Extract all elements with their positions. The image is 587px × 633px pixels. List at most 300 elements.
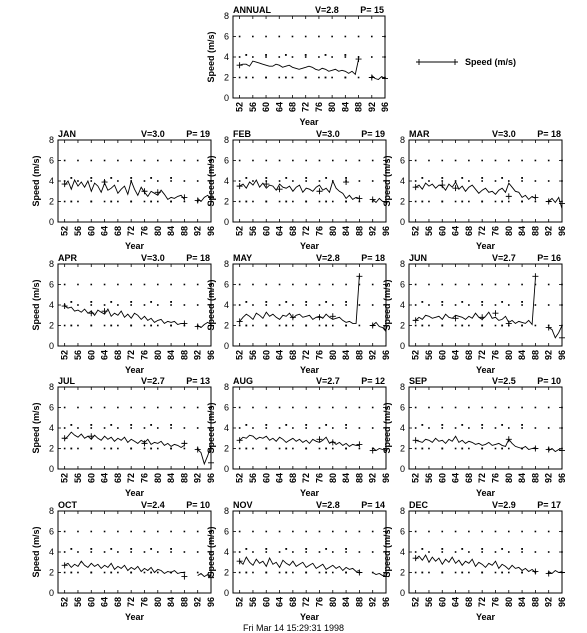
grid-dot	[345, 427, 347, 429]
grid-dot	[455, 160, 457, 162]
grid-dot	[468, 325, 470, 327]
grid-dot	[252, 407, 254, 409]
y-tick-label: 6	[223, 155, 229, 166]
grid-dot	[170, 180, 172, 182]
grid-dot	[345, 304, 347, 306]
panel-title: MAR	[409, 129, 430, 139]
band-upper-dot	[345, 301, 347, 303]
band-upper-dot	[481, 548, 483, 550]
grid-dot	[305, 531, 307, 533]
x-tick-label: 80	[327, 473, 338, 484]
grid-dot	[239, 201, 241, 203]
band-lower-dot	[70, 572, 72, 574]
grid-dot	[64, 531, 66, 533]
panel-jun	[382, 253, 567, 375]
grid-dot	[481, 284, 483, 286]
data-marker	[356, 195, 362, 201]
x-tick-label: 52	[234, 473, 245, 484]
grid-dot	[455, 407, 457, 409]
band-lower-dot	[265, 448, 267, 450]
panel-p-value: P= 18	[361, 253, 385, 263]
band-upper-dot	[501, 424, 503, 426]
band-upper-dot	[325, 424, 327, 426]
grid-dot	[90, 551, 92, 553]
grid-dot	[428, 572, 430, 574]
x-tick-label: 96	[557, 350, 567, 361]
x-tick-label: 84	[341, 226, 352, 237]
grid-dot	[495, 304, 497, 306]
y-axis-label: Speed (m/s)	[382, 279, 392, 331]
grid-dot	[239, 304, 241, 306]
panel-p-value: P= 10	[537, 376, 561, 386]
x-tick-label: 80	[503, 597, 514, 608]
band-lower-dot	[90, 325, 92, 327]
band-lower-dot	[265, 77, 267, 79]
grid-dot	[521, 304, 523, 306]
grid-dot	[455, 427, 457, 429]
band-lower-dot	[285, 77, 287, 79]
x-tick-label: 68	[463, 597, 474, 608]
x-tick-label: 60	[86, 350, 97, 361]
grid-dot	[468, 448, 470, 450]
grid-dot	[197, 427, 199, 429]
x-tick-label: 80	[152, 597, 163, 608]
grid-dot	[239, 448, 241, 450]
band-upper-dot	[345, 177, 347, 179]
grid-dot	[415, 531, 417, 533]
series-line	[240, 180, 386, 203]
x-tick-label: 56	[423, 350, 434, 361]
data-marker	[413, 555, 419, 561]
x-axis-label: Year	[475, 488, 496, 498]
x-tick-label: 88	[179, 350, 190, 361]
grid-dot	[359, 448, 361, 450]
grid-dot	[157, 531, 159, 533]
grid-dot	[279, 160, 281, 162]
band-lower-dot	[441, 572, 443, 574]
data-marker	[195, 197, 201, 203]
band-lower-dot	[345, 448, 347, 450]
x-tick-label: 96	[381, 226, 391, 237]
grid-dot	[548, 531, 550, 533]
y-axis-label: Speed (m/s)	[206, 31, 216, 83]
x-tick-label: 96	[557, 597, 567, 608]
grid-dot	[292, 284, 294, 286]
data-marker	[330, 439, 336, 445]
grid-dot	[197, 284, 199, 286]
grid-dot	[130, 160, 132, 162]
y-tick-label: 8	[399, 135, 405, 145]
y-tick-label: 4	[223, 52, 229, 62]
grid-dot	[144, 284, 146, 286]
grid-dot	[104, 531, 106, 533]
band-upper-dot	[245, 177, 247, 179]
band-upper-dot	[481, 424, 483, 426]
grid-dot	[64, 427, 66, 429]
grid-dot	[521, 160, 523, 162]
band-lower-dot	[461, 201, 463, 203]
grid-dot	[372, 407, 374, 409]
grid-dot	[144, 304, 146, 306]
series-line	[240, 59, 385, 79]
data-marker	[369, 75, 375, 81]
grid-dot	[239, 325, 241, 327]
band-upper-dot	[521, 424, 523, 426]
y-tick-label: 6	[48, 279, 54, 290]
grid-dot	[521, 427, 523, 429]
grid-dot	[265, 304, 267, 306]
x-tick-label: 80	[503, 225, 514, 237]
panel-v-value: V=2.8	[315, 5, 339, 15]
data-marker	[546, 571, 552, 577]
grid-dot	[184, 201, 186, 203]
grid-dot	[279, 448, 281, 450]
grid-dot	[130, 531, 132, 533]
grid-dot	[292, 36, 294, 38]
x-tick-label: 72	[301, 473, 312, 484]
x-tick-label: 52	[410, 473, 421, 484]
y-tick-label: 6	[223, 31, 229, 42]
panel-title: JAN	[58, 129, 77, 139]
grid-dot	[77, 572, 79, 574]
grid-dot	[521, 180, 523, 182]
band-upper-dot	[461, 548, 463, 550]
grid-dot	[495, 201, 497, 203]
grid-dot	[265, 531, 267, 533]
x-tick-label: 64	[99, 226, 110, 237]
y-tick-label: 0	[48, 588, 54, 598]
panel-v-value: V=2.7	[141, 376, 165, 386]
band-upper-dot	[265, 424, 267, 426]
grid-dot	[455, 551, 457, 553]
y-tick-label: 8	[223, 506, 229, 516]
grid-dot	[292, 77, 294, 79]
grid-dot	[415, 180, 417, 182]
x-tick-label: 88	[179, 226, 190, 237]
band-lower-dot	[344, 77, 346, 79]
grid-dot	[90, 304, 92, 306]
series-line	[65, 561, 211, 576]
grid-dot	[508, 572, 510, 574]
grid-dot	[104, 284, 106, 286]
grid-dot	[415, 160, 417, 162]
y-tick-label: 4	[48, 176, 54, 186]
band-upper-dot	[110, 548, 112, 550]
data-marker	[546, 325, 552, 331]
y-tick-label: 4	[399, 423, 405, 433]
x-tick-label: 64	[450, 350, 461, 361]
grid-dot	[508, 448, 510, 450]
panel-v-value: V=3.0	[141, 129, 165, 139]
grid-dot	[495, 284, 497, 286]
x-tick-label: 80	[327, 597, 338, 608]
grid-dot	[535, 304, 537, 306]
grid-dot	[319, 427, 321, 429]
band-lower-dot	[441, 325, 443, 327]
grid-dot	[441, 284, 443, 286]
x-tick-label: 60	[261, 350, 272, 361]
panel-p-value: P= 13	[186, 376, 210, 386]
band-lower-dot	[325, 201, 327, 203]
grid-dot	[372, 284, 374, 286]
grid-dot	[495, 572, 497, 574]
grid-dot	[279, 407, 281, 409]
data-marker	[181, 194, 187, 200]
band-upper-dot	[521, 177, 523, 179]
band-upper-dot	[501, 177, 503, 179]
band-upper-dot	[150, 548, 152, 550]
grid-dot	[561, 551, 563, 553]
data-marker	[181, 320, 187, 326]
grid-dot	[197, 180, 199, 182]
x-axis-label: Year	[475, 241, 496, 251]
band-lower-dot	[521, 572, 523, 574]
grid-dot	[197, 407, 199, 409]
band-lower-dot	[70, 448, 72, 450]
x-tick-label: 52	[410, 597, 421, 608]
x-tick-label: 92	[367, 226, 378, 237]
band-lower-dot	[305, 325, 307, 327]
grid-dot	[561, 284, 563, 286]
grid-dot	[345, 531, 347, 533]
y-tick-label: 8	[223, 382, 229, 392]
grid-dot	[345, 56, 347, 58]
grid-dot	[561, 407, 563, 409]
y-tick-label: 8	[48, 135, 54, 145]
band-lower-dot	[170, 325, 172, 327]
data-marker	[237, 183, 243, 189]
plot-frame	[58, 511, 211, 593]
grid-dot	[535, 180, 537, 182]
x-tick-label: 80	[152, 226, 163, 237]
band-upper-dot	[461, 424, 463, 426]
x-tick-label: 60	[86, 597, 97, 608]
y-tick-label: 4	[399, 176, 405, 186]
grid-dot	[305, 427, 307, 429]
grid-dot	[184, 448, 186, 450]
x-tick-label: 68	[287, 473, 298, 484]
panel-aug	[206, 376, 391, 498]
panel-p-value: P= 19	[186, 129, 210, 139]
grid-dot	[384, 56, 386, 58]
x-tick-label: 84	[341, 350, 352, 361]
grid-dot	[358, 77, 360, 79]
grid-dot	[157, 180, 159, 182]
band-upper-dot	[305, 424, 307, 426]
grid-dot	[468, 201, 470, 203]
plot-frame	[233, 387, 386, 469]
y-tick-label: 2	[48, 443, 54, 454]
grid-dot	[90, 284, 92, 286]
grid-dot	[104, 448, 106, 450]
grid-dot	[561, 531, 563, 533]
grid-dot	[468, 304, 470, 306]
band-upper-dot	[170, 548, 172, 550]
x-tick-label: 80	[152, 350, 163, 361]
x-tick-label: 76	[490, 597, 501, 608]
x-tick-label: 96	[206, 473, 216, 484]
grid-dot	[157, 572, 159, 574]
grid-dot	[252, 36, 254, 38]
series-line	[240, 435, 386, 450]
grid-dot	[64, 325, 66, 327]
grid-dot	[144, 160, 146, 162]
grid-dot	[359, 551, 361, 553]
band-upper-dot	[421, 177, 423, 179]
grid-dot	[535, 427, 537, 429]
grid-dot	[415, 427, 417, 429]
grid-dot	[144, 448, 146, 450]
band-lower-dot	[90, 201, 92, 203]
band-lower-dot	[170, 448, 172, 450]
x-tick-label: 64	[274, 597, 285, 608]
x-tick-label: 88	[354, 597, 365, 608]
x-tick-label: 80	[503, 472, 514, 484]
y-tick-label: 8	[48, 382, 54, 392]
x-tick-label: 96	[381, 597, 391, 608]
band-upper-dot	[245, 301, 247, 303]
grid-dot	[345, 160, 347, 162]
y-axis-label: Speed (m/s)	[206, 402, 216, 454]
data-marker	[356, 570, 362, 576]
y-tick-label: 0	[223, 217, 229, 227]
x-tick-label: 84	[166, 226, 177, 237]
grid-dot	[117, 427, 119, 429]
grid-dot	[278, 36, 280, 38]
x-tick-label: 92	[366, 102, 377, 113]
grid-dot	[170, 427, 172, 429]
band-lower-dot	[325, 448, 327, 450]
grid-dot	[170, 304, 172, 306]
grid-dot	[64, 160, 66, 162]
x-tick-label: 76	[139, 473, 150, 484]
grid-dot	[64, 407, 66, 409]
grid-dot	[252, 448, 254, 450]
grid-dot	[77, 304, 79, 306]
band-upper-dot	[481, 301, 483, 303]
legend	[416, 57, 516, 67]
y-tick-label: 8	[223, 11, 229, 21]
x-tick-label: 68	[287, 102, 298, 113]
band-upper-dot	[90, 424, 92, 426]
grid-dot	[157, 427, 159, 429]
x-tick-label: 52	[234, 597, 245, 608]
grid-dot	[184, 284, 186, 286]
y-axis-label: Speed (m/s)	[206, 279, 216, 331]
x-tick-label: 84	[341, 597, 352, 608]
panel-v-value: V=2.7	[492, 253, 516, 263]
grid-dot	[279, 201, 281, 203]
x-tick-label: 72	[477, 473, 488, 484]
grid-dot	[265, 284, 267, 286]
grid-dot	[77, 427, 79, 429]
data-marker	[506, 193, 512, 199]
y-tick-label: 6	[223, 526, 229, 537]
panel-jan	[31, 129, 216, 251]
series-line	[416, 182, 562, 209]
x-tick-label: 68	[287, 597, 298, 608]
panel-p-value: P= 18	[186, 253, 210, 263]
y-tick-label: 2	[223, 443, 229, 454]
grid-dot	[359, 304, 361, 306]
grid-dot	[481, 407, 483, 409]
y-tick-label: 2	[399, 196, 405, 207]
band-upper-dot	[265, 177, 267, 179]
x-tick-label: 88	[179, 473, 190, 484]
band-lower-dot	[461, 572, 463, 574]
grid-dot	[468, 180, 470, 182]
y-axis-label: Speed (m/s)	[31, 279, 41, 331]
grid-dot	[455, 201, 457, 203]
y-tick-label: 2	[223, 320, 229, 331]
grid-dot	[265, 56, 267, 58]
x-tick-label: 72	[126, 350, 137, 361]
grid-dot	[332, 448, 334, 450]
band-lower-dot	[305, 448, 307, 450]
x-tick-label: 72	[477, 597, 488, 608]
grid-dot	[428, 407, 430, 409]
grid-dot	[415, 201, 417, 203]
panel-p-value: P= 10	[186, 500, 210, 510]
y-tick-label: 4	[48, 423, 54, 433]
grid-dot	[372, 304, 374, 306]
x-tick-label: 84	[340, 102, 351, 113]
grid-dot	[117, 448, 119, 450]
grid-dot	[495, 160, 497, 162]
grid-dot	[239, 407, 241, 409]
x-tick-label: 56	[247, 350, 258, 361]
grid-dot	[331, 56, 333, 58]
x-tick-label: 64	[99, 350, 110, 361]
x-tick-label: 64	[450, 226, 461, 237]
band-lower-dot	[150, 572, 152, 574]
grid-dot	[77, 160, 79, 162]
grid-dot	[265, 36, 267, 38]
band-upper-dot	[130, 548, 132, 550]
y-tick-label: 6	[223, 279, 229, 290]
data-marker	[532, 446, 538, 452]
y-tick-label: 4	[399, 547, 405, 557]
panel-apr	[31, 253, 216, 375]
y-tick-label: 6	[48, 526, 54, 537]
x-axis-label: Year	[124, 612, 145, 622]
grid-dot	[384, 36, 386, 38]
x-tick-label: 60	[86, 226, 97, 237]
series-line	[240, 275, 386, 331]
band-lower-dot	[110, 201, 112, 203]
x-tick-label: 72	[126, 597, 137, 608]
x-tick-label: 84	[166, 597, 177, 608]
y-tick-label: 0	[399, 217, 405, 227]
band-upper-dot	[90, 548, 92, 550]
grid-dot	[144, 201, 146, 203]
grid-dot	[508, 284, 510, 286]
x-tick-label: 68	[112, 350, 123, 361]
grid-dot	[345, 551, 347, 553]
x-tick-label: 84	[517, 597, 528, 608]
grid-dot	[415, 325, 417, 327]
grid-dot	[170, 407, 172, 409]
grid-dot	[278, 56, 280, 58]
data-marker	[532, 194, 538, 200]
grid-dot	[508, 407, 510, 409]
x-tick-label: 56	[247, 226, 258, 237]
grid-dot	[265, 407, 267, 409]
x-tick-label: 52	[410, 350, 421, 361]
grid-dot	[157, 201, 159, 203]
data-marker	[88, 433, 94, 439]
grid-dot	[144, 531, 146, 533]
